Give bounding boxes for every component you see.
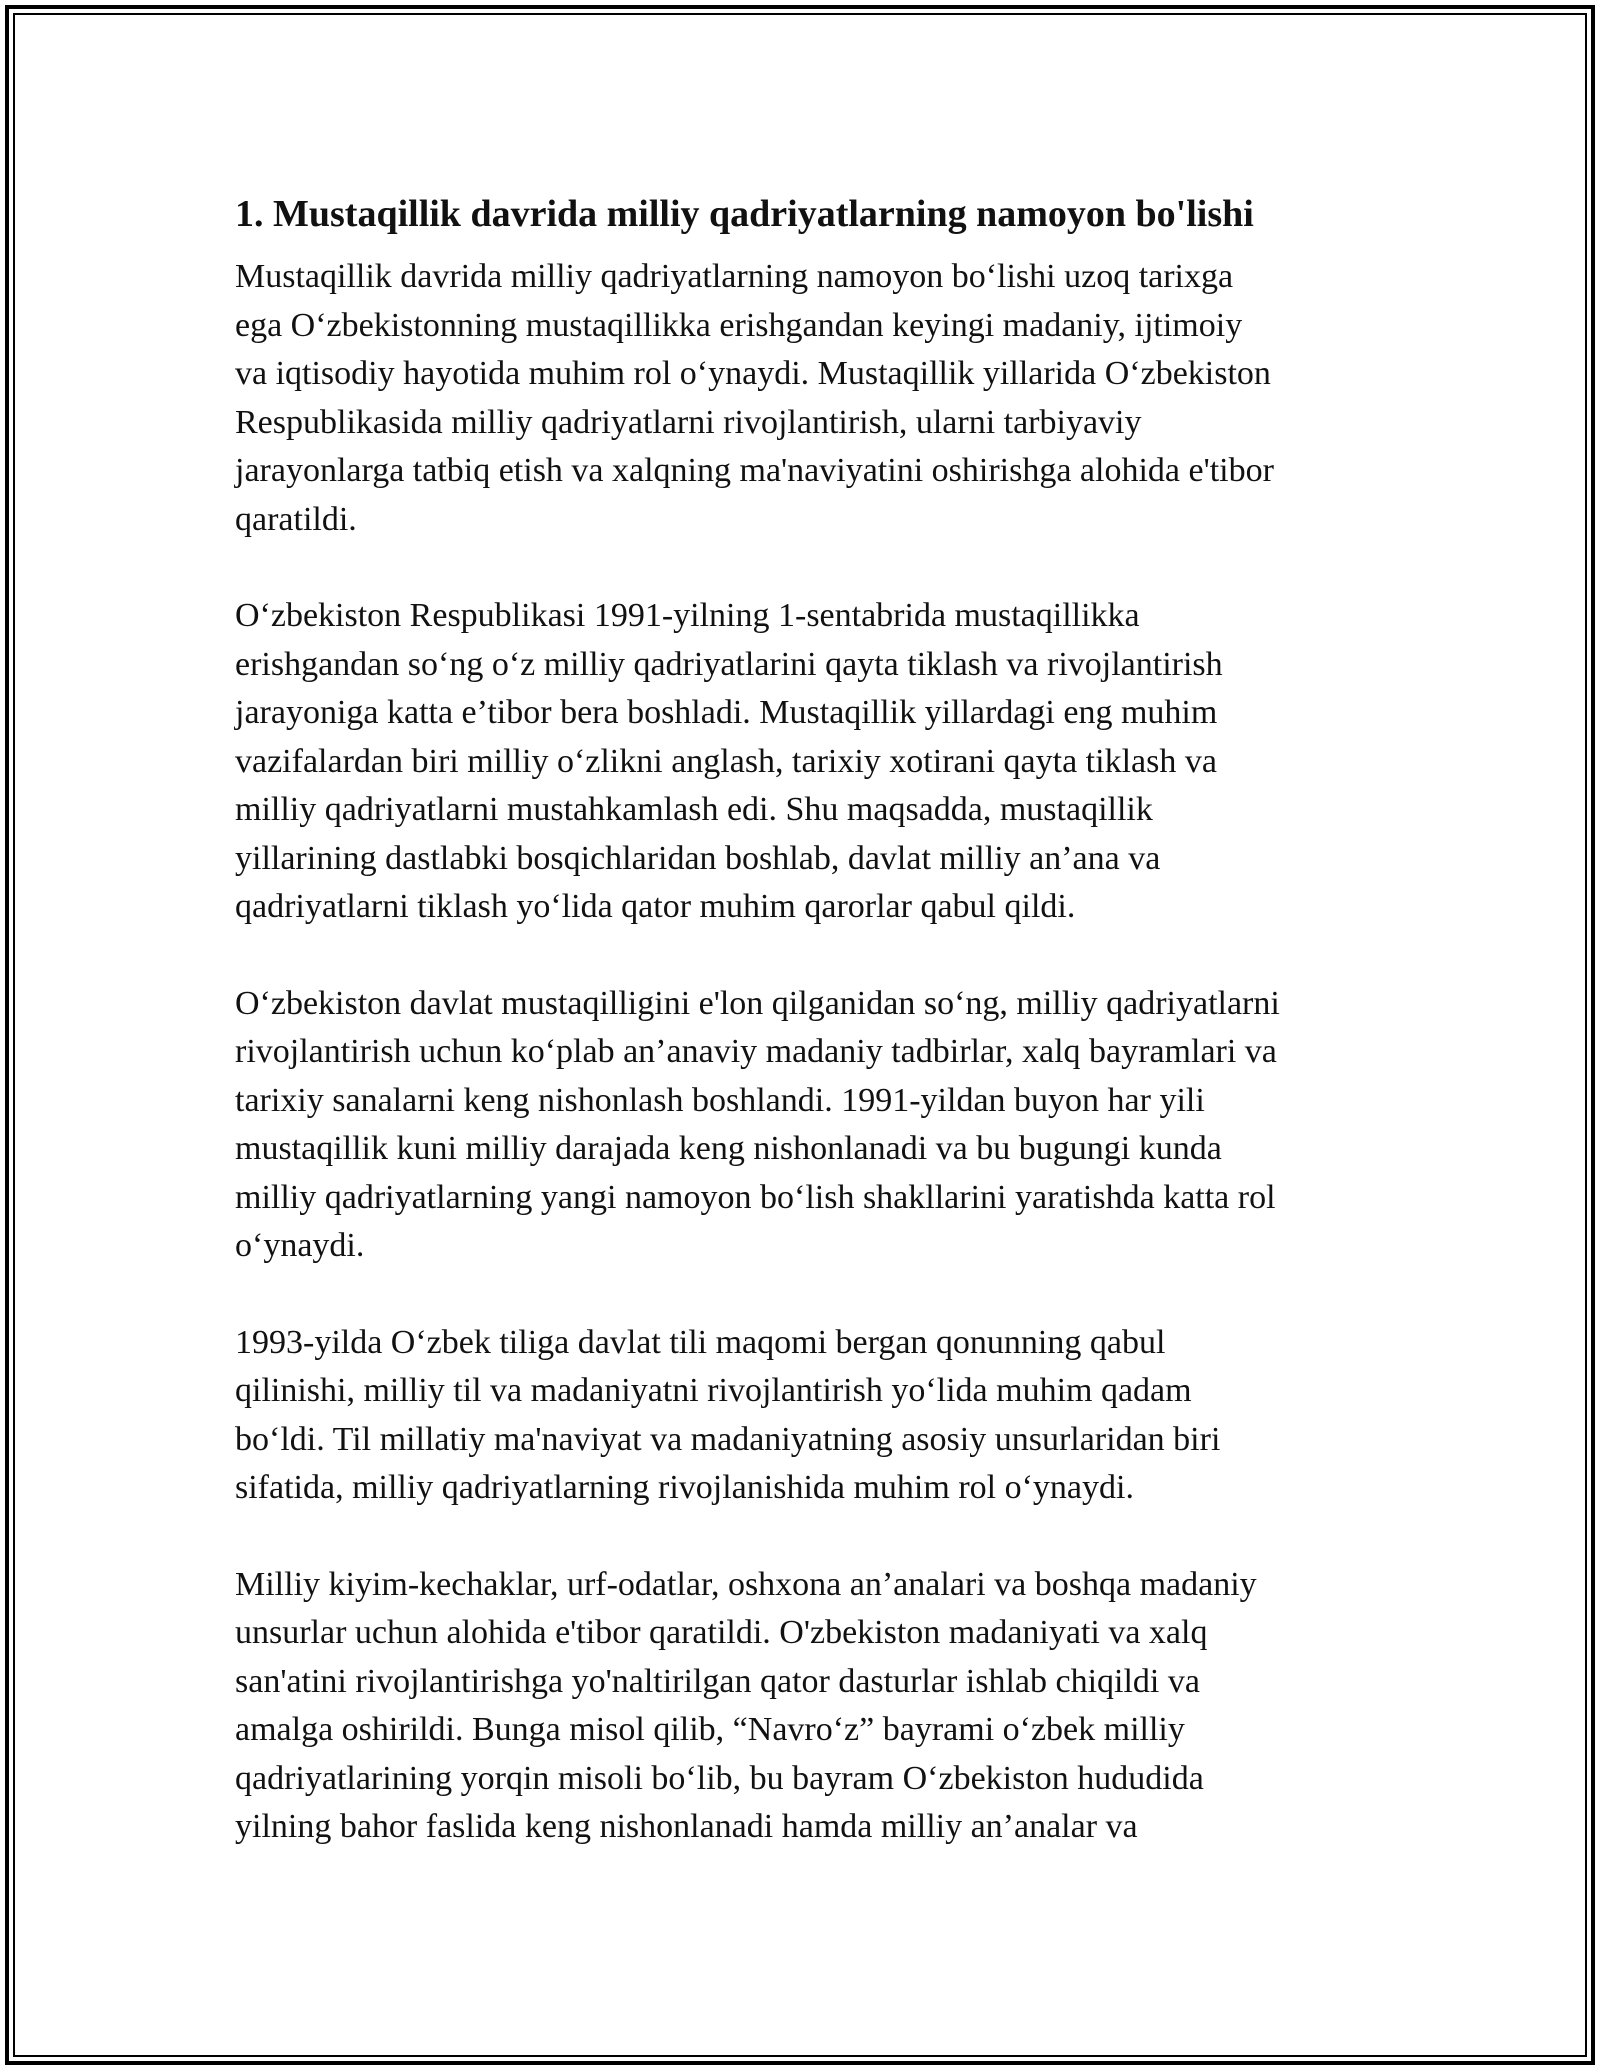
- paragraph-2: O‘zbekiston Respublikasi 1991-yilning 1-sentabrida mustaqillikka erishgandan so‘ng o‘z milliy qadriyatlarini qayta tiklash va rivojlantirish jarayoniga katta e’tibor bera boshladi. Mustaqillik yillardagi eng muhim vazifalardan biri milliy o‘zlikni anglash, tarixiy xotirani qayta tiklash va milliy qadriyatlarni mustahkamlash edi. Shu maqsadda, mustaqillik yillarining dastlabki bosqichlaridan boshlab, davlat milliy an’ana va qadriyatlarni tiklash yo‘lida qator muhim qarorlar qabul qildi.: [235, 597, 1223, 925]
- paragraph-1: Mustaqillik davrida milliy qadriyatlarning namoyon bo‘lishi uzoq tarixga ega O‘zbekistonning mustaqillikka erishgandan keyingi madaniy, ijtimoiy va iqtisodiy hayotida muhim rol o‘ynaydi. Mustaqillik yillarida O‘zbekiston Respublikasida milliy qadriyatlarni rivojlantirish, ularni tarbiyaviy jarayonlarga tatbiq etish va xalqning ma'naviyatini oshirishga alohida e'tibor qaratildi.: [235, 258, 1274, 538]
- paragraph-3: O‘zbekiston davlat mustaqilligini e'lon qilganidan so‘ng, milliy qadriyatlarni rivojlantirish uchun ko‘plab an’anaviy madaniy tadbirlar, xalq bayramlari va tarixiy sanalarni keng nishonlash boshlandi. 1991-yildan buyon har yili mustaqillik kuni milliy darajada keng nishonlanadi va bu bugungi kunda milliy qadriyatlarning yangi namoyon bo‘lish shakllarini yaratishda katta rol o‘ynaydi.: [235, 984, 1280, 1264]
- paragraph-4: 1993-yilda O‘zbek tiliga davlat tili maqomi bergan qonunning qabul qilinishi, milliy til va madaniyatni rivojlantirish yo‘lida muhim qadam bo‘ldi. Til millatiy ma'naviyat va madaniyatning asosiy unsurlaridan biri sifatida, milliy qadriyatlarning rivojlanishida muhim rol o‘ynaydi.: [235, 1323, 1221, 1506]
- document-body: [235, 185, 1375, 1900]
- section-heading: 1. Mustaqillik davrida milliy qadriyatlarning namoyon bo'lishi: [235, 193, 1254, 235]
- paragraph-5: Milliy kiyim-kechaklar, urf-odatlar, oshxona an’analari va boshqa madaniy unsurlar uchun alohida e'tibor qaratildi. O'zbekiston madaniyati va xalq san'atini rivojlantirishga yo'naltirilgan qator dasturlar ishlab chiqildi va amalga oshirildi. Bunga misol qilib, “Navro‘z” bayrami o‘zbek milliy qadriyatlarining yorqin misoli bo‘lib, bu bayram O‘zbekiston hududida yilning bahor faslida keng nishonlanadi hamda milliy an’analar va: [235, 1565, 1257, 1845]
